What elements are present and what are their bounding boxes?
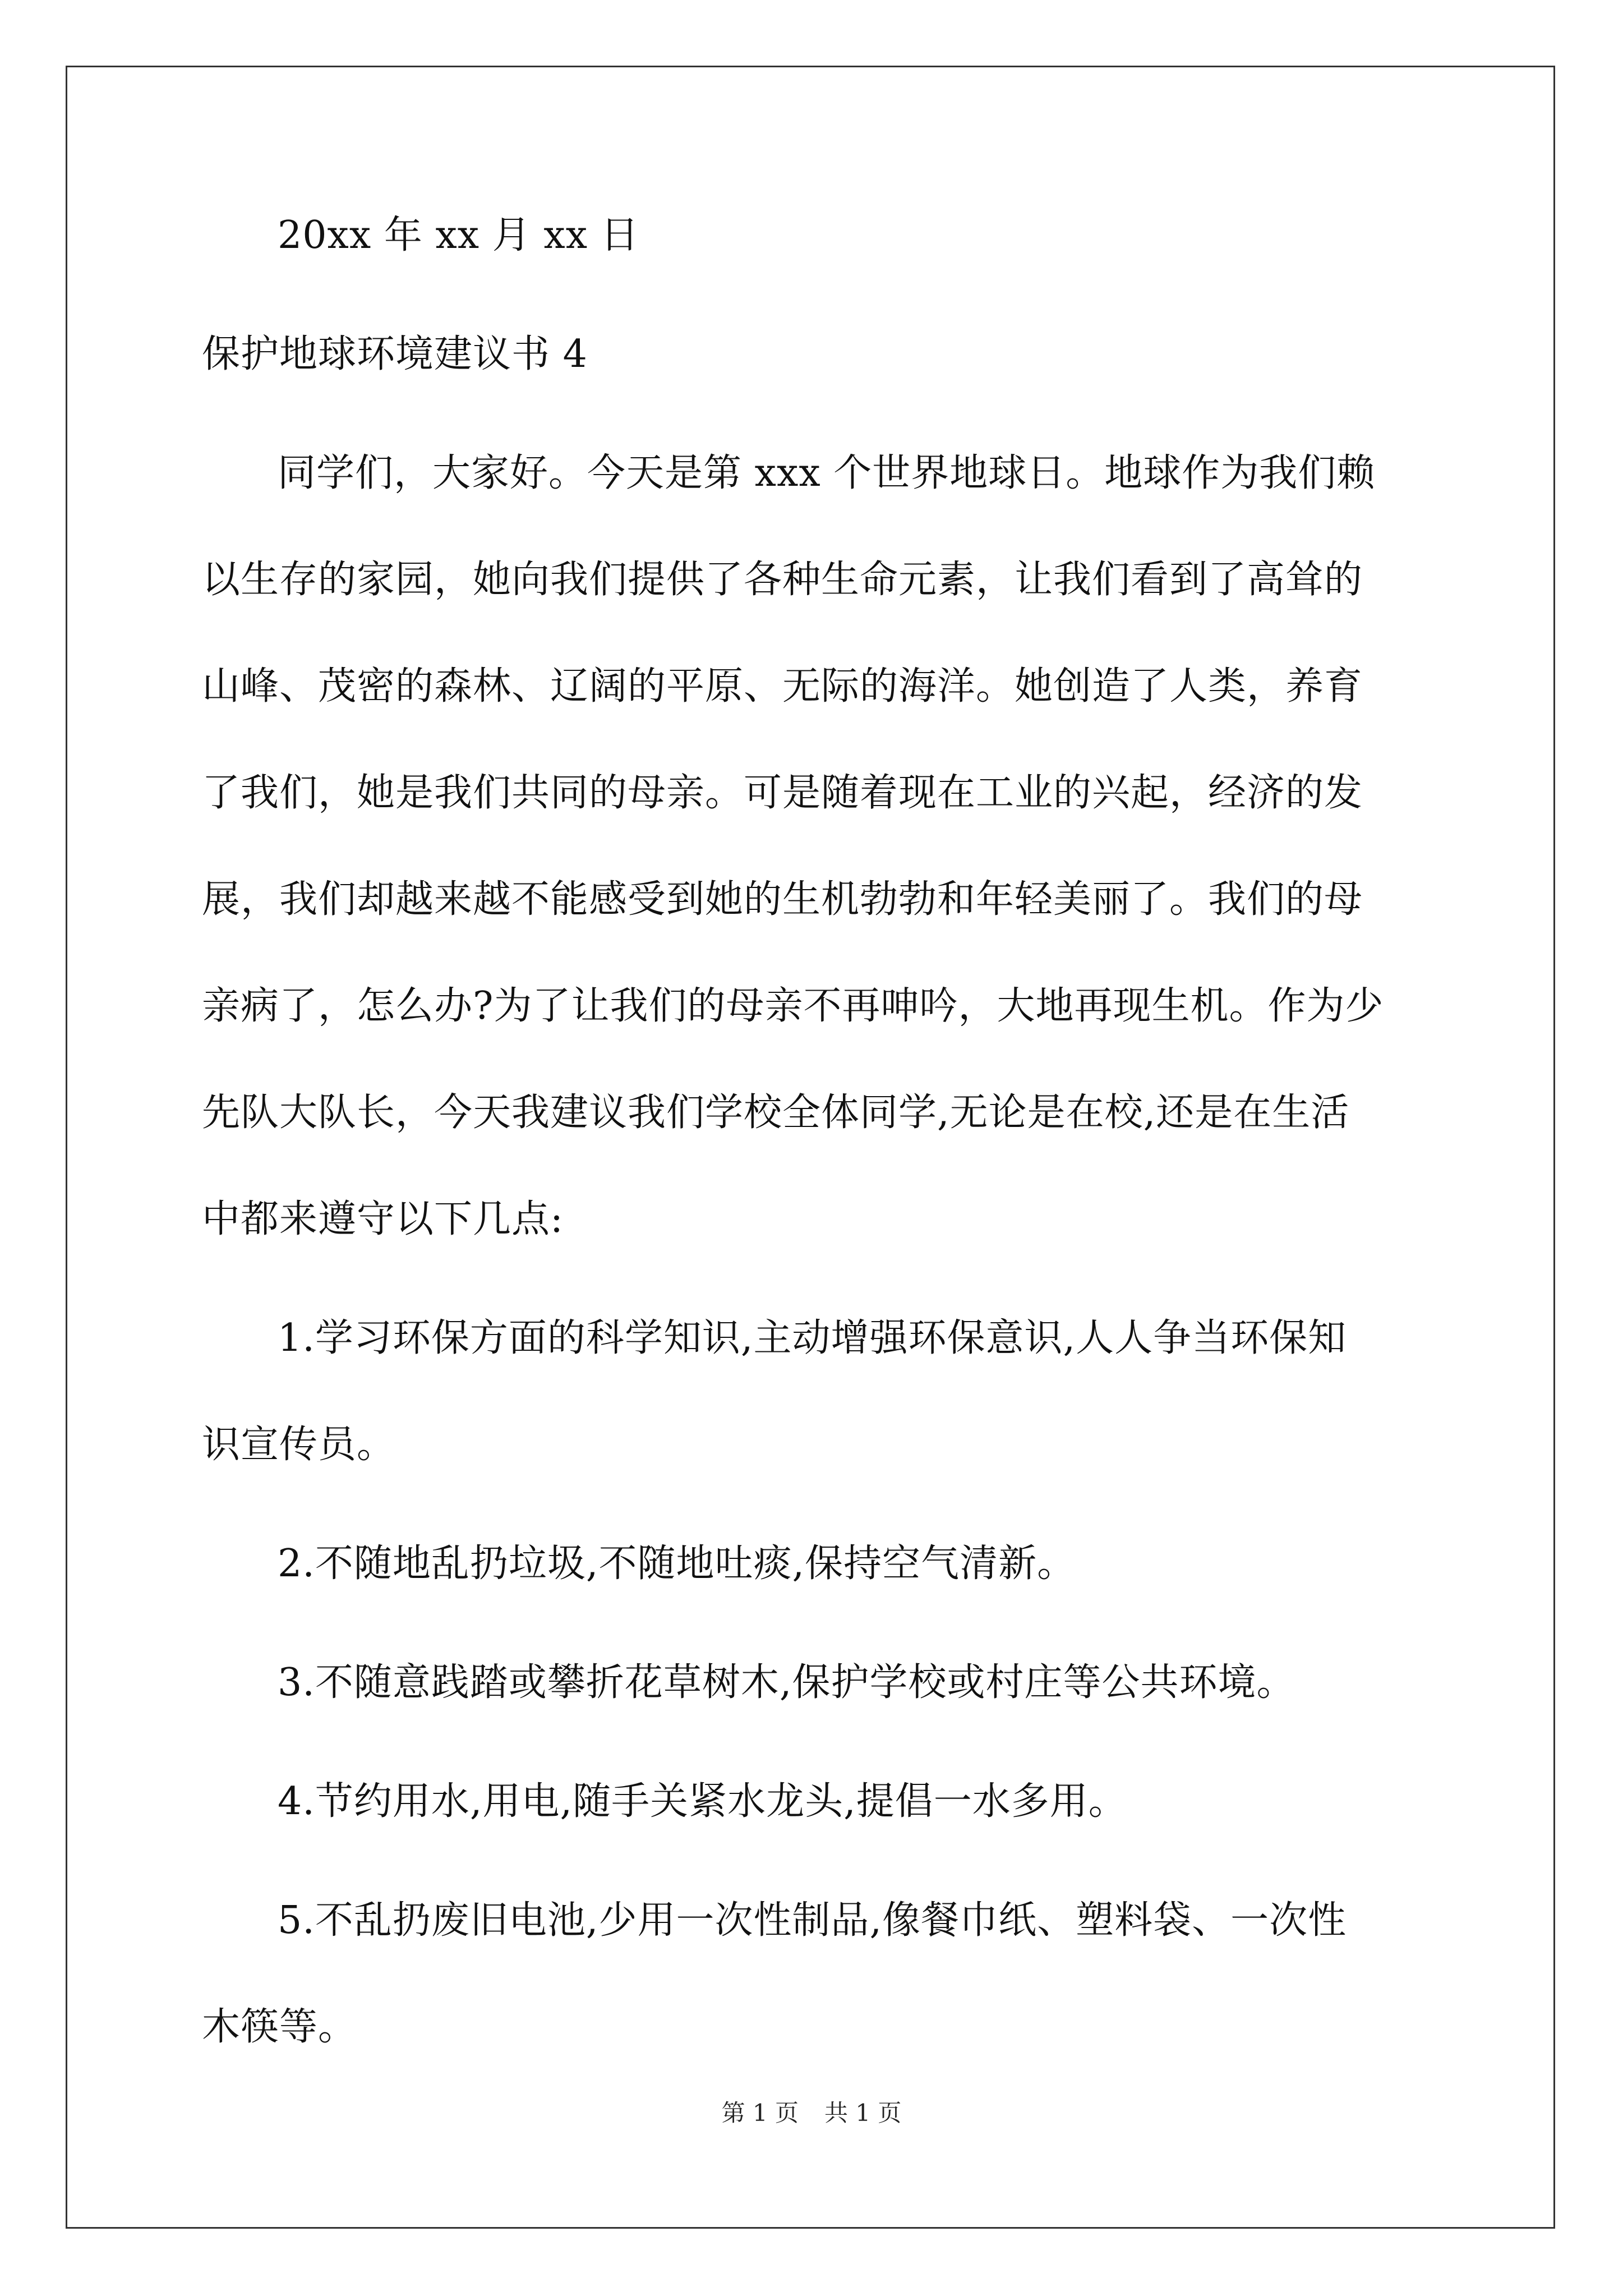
list-item-3 (202, 1660, 1430, 1705)
list-item-5 (202, 1898, 1430, 2050)
paragraph-line: 3.不随意践踏或攀折花草树木,保护学校或村庄等公共环境。 (278, 1660, 1295, 1705)
document-date: 20xx 年 xx 月 xx 日 (278, 213, 639, 257)
paragraph-line: 先队大队长，今天我建议我们学校全体同学,无论是在校,还是在生活 (202, 1091, 1350, 1135)
page-total: 共 1 页 (824, 2099, 902, 2127)
list-item-4 (202, 1779, 1430, 1824)
paragraph-line: 以生存的家园，她向我们提供了各种生命元素，让我们看到了高耸的 (202, 558, 1363, 602)
paragraph-line: 4.节约用水,用电,随手关紧水龙头,提倡一水多用。 (278, 1779, 1127, 1824)
list-item-1 (202, 1316, 1430, 1467)
document-title: 保护地球环境建议书 4 (202, 332, 588, 376)
paragraph-line: 了我们，她是我们共同的母亲。可是随着现在工业的兴起，经济的发 (202, 771, 1363, 815)
paragraph-line: 中都来遵守以下几点: (202, 1197, 564, 1241)
paragraph-line: 展，我们却越来越不能感受到她的生机勃勃和年轻美丽了。我们的母 (202, 877, 1363, 922)
paragraph-line: 同学们，大家好。今天是第 xxx 个世界地球日。地球作为我们赖 (278, 451, 1376, 495)
page-footer (0, 2099, 1623, 2127)
paragraph-line: 山峰、茂密的森林、辽阔的平原、无际的海洋。她创造了人类，养育 (202, 664, 1363, 708)
paragraph-line: 亲病了，怎么办?为了让我们的母亲不再呻吟，大地再现生机。作为少 (202, 984, 1384, 1028)
paragraph-line: 木筷等。 (202, 2005, 357, 2049)
list-item-2 (202, 1542, 1430, 1586)
paragraph-line: 1.学习环保方面的科学知识,主动增强环保意识,人人争当环保知 (278, 1316, 1347, 1360)
document-body (202, 213, 1430, 2050)
paragraph-line: 识宣传员。 (202, 1423, 396, 1467)
paragraph-line: 2.不随地乱扔垃圾,不随地吐痰,保持空气清新。 (278, 1542, 1076, 1586)
intro-paragraph (202, 451, 1430, 1242)
paragraph-line: 5.不乱扔废旧电池,少用一次性制品,像餐巾纸、塑料袋、一次性 (278, 1898, 1347, 1943)
page-number: 第 1 页 (721, 2099, 799, 2127)
